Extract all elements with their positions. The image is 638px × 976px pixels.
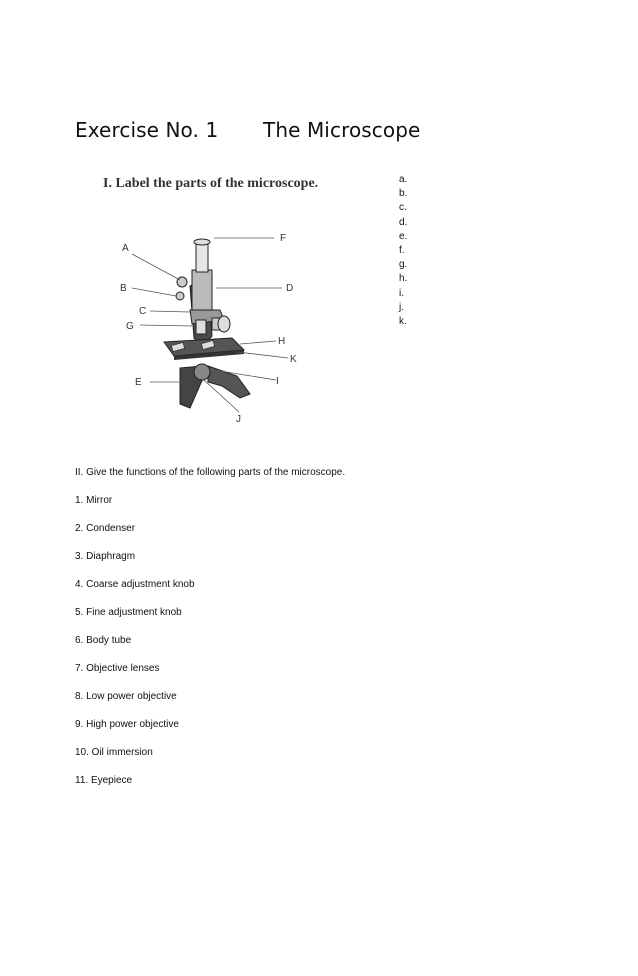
answer-letter: g. [399,259,408,271]
diagram-label-j: J [236,414,241,425]
list-item: 4. Coarse adjustment knob [75,579,195,590]
answer-letter-list [399,173,407,329]
topic-title: The Microscope [263,118,421,142]
diagram-label-g: G [126,321,134,332]
diagram-label-i: I [276,376,279,387]
list-item: 1. Mirror [75,495,113,506]
list-item: 6. Body tube [75,635,132,646]
microscope-diagram [112,226,312,426]
question-list [75,495,195,803]
section-1-heading: I. Label the parts of the microscope. [103,176,319,191]
answer-letter: d. [399,216,408,228]
list-item: 9. High power objective [75,719,179,730]
diagram-label-e: E [135,377,142,388]
diagram-label-c: C [139,306,147,317]
diagram-label-b: B [120,283,127,294]
answer-letter: h. [399,273,408,285]
diagram-label-d: D [286,283,294,294]
list-item: 10. Oil immersion [75,747,153,758]
answer-letter: i. [399,287,404,299]
answer-letter: e. [399,230,408,242]
diagram-label-k: K [290,354,297,365]
list-item: 7. Objective lenses [75,663,160,674]
section-2-heading: II. Give the functions of the following parts of the microscope. [75,467,346,478]
answer-letter: c. [399,202,407,214]
answer-letter: a. [399,174,408,185]
exercise-title: Exercise No. 1 [75,118,219,142]
list-item: 8. Low power objective [75,691,177,702]
diagram-label-h: H [278,336,286,347]
list-item: 2. Condenser [75,523,136,534]
answer-letter: f. [399,245,405,257]
diagram-label-a: A [122,243,129,254]
answer-letter: b. [399,188,408,200]
list-item: 11. Eyepiece [75,775,133,786]
diagram-label-f: F [280,233,287,244]
answer-letter: k. [399,316,407,328]
list-item: 3. Diaphragm [75,551,136,562]
list-item: 5. Fine adjustment knob [75,607,182,618]
answer-letter: j. [399,301,404,313]
